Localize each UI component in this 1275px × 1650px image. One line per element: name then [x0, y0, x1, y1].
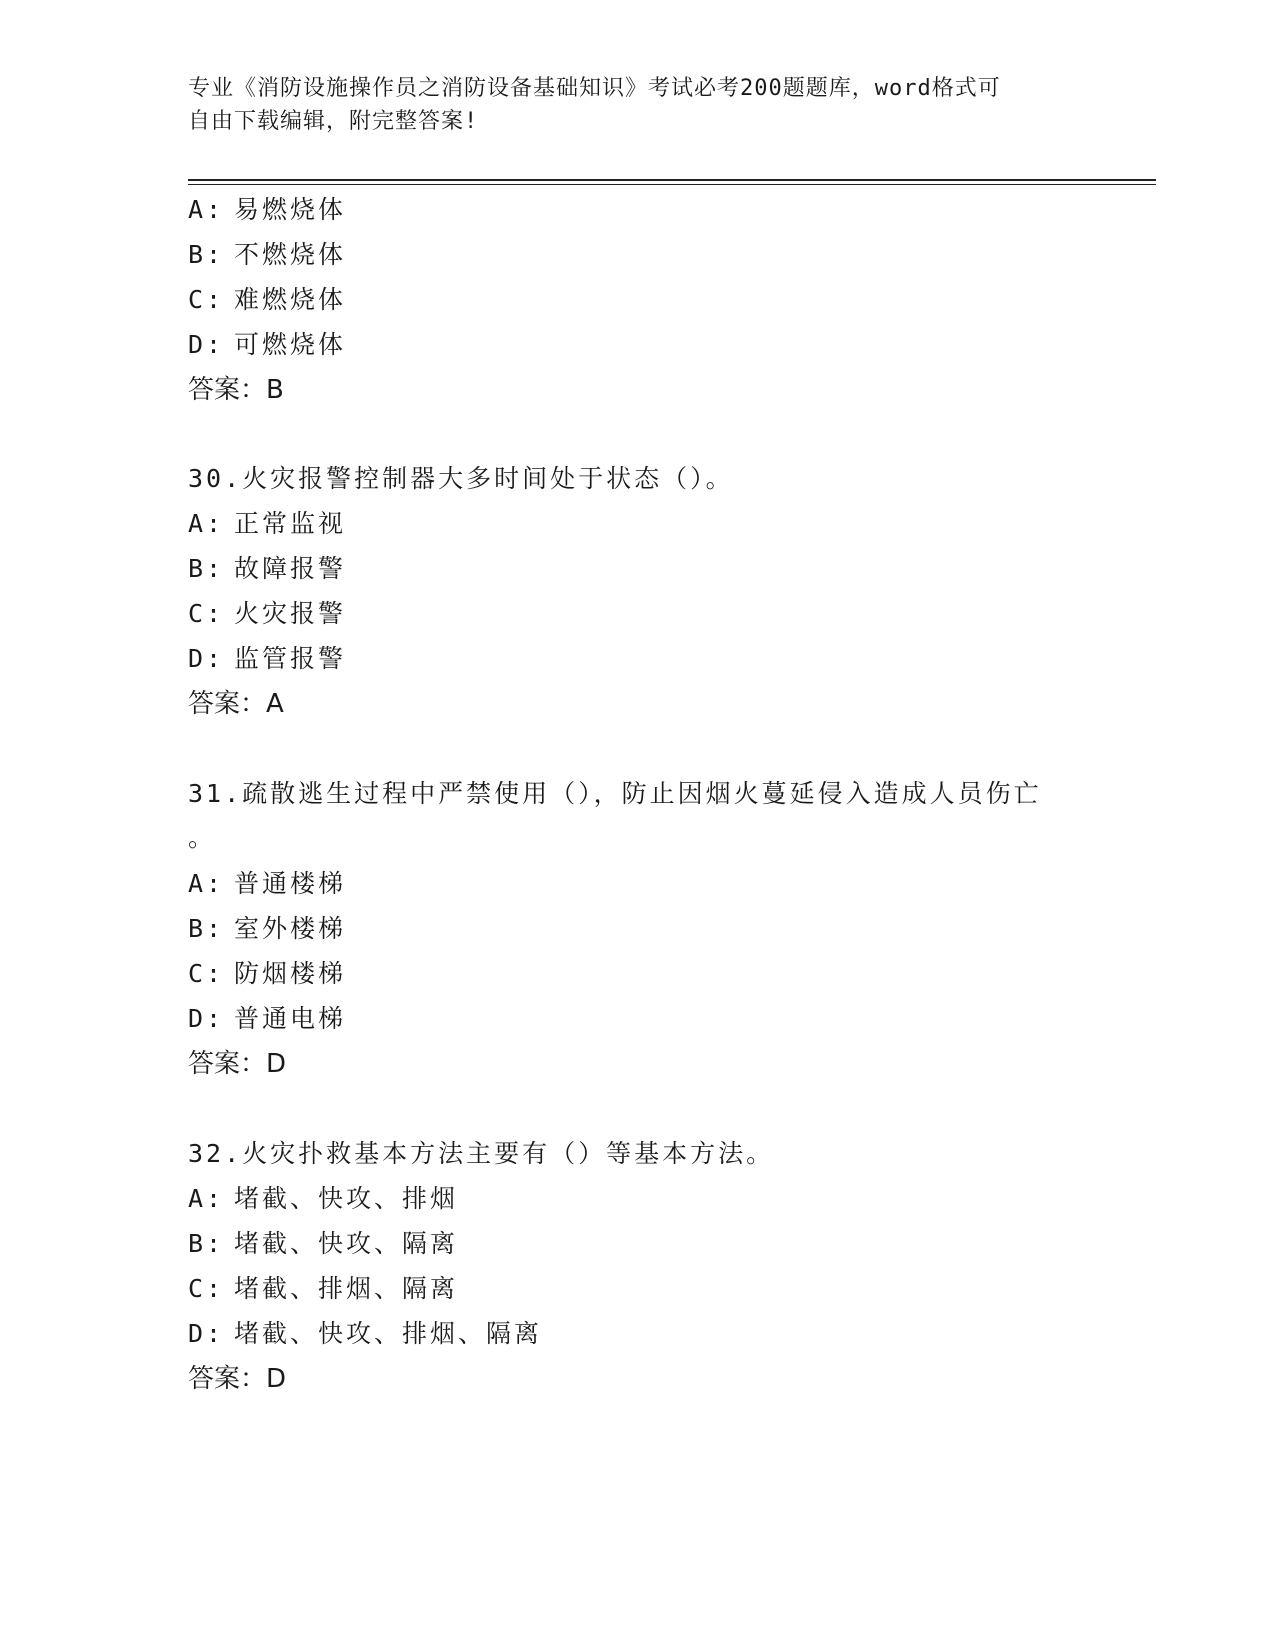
- option-text: 防烟楼梯: [234, 959, 347, 988]
- option-letter: B:: [188, 1229, 225, 1258]
- option-text: 易燃烧体: [234, 195, 347, 224]
- option-row: [188, 194, 346, 226]
- option-letter: A:: [188, 509, 225, 538]
- option-text: 火灾报警: [234, 599, 347, 628]
- option-row: [188, 284, 346, 316]
- answer-line: 答案：B: [188, 375, 284, 405]
- option-letter: C:: [188, 959, 225, 988]
- header-line-1: 专业《消防设施操作员之消防设备基础知识》考试必考200题题库，word格式可: [188, 76, 1001, 101]
- option-letter: D:: [188, 1004, 225, 1033]
- option-letter: A:: [188, 1184, 225, 1213]
- option-row: [188, 239, 346, 271]
- question-title: 32.火灾扑救基本方法主要有（）等基本方法。: [188, 1139, 775, 1168]
- header-rule-thick: [188, 179, 1156, 181]
- option-letter: A:: [188, 869, 225, 898]
- header-line-2: 自由下载编辑，附完整答案!: [188, 109, 479, 134]
- option-row: [188, 553, 346, 585]
- option-text: 堵截、排烟、隔离: [234, 1274, 459, 1303]
- option-row: [188, 598, 346, 630]
- option-text: 普通电梯: [234, 1004, 347, 1033]
- option-letter: C:: [188, 599, 225, 628]
- document-header: [188, 72, 1088, 138]
- option-letter: B:: [188, 240, 225, 269]
- header-rule-thin: [188, 184, 1156, 185]
- option-text: 故障报警: [234, 554, 347, 583]
- answer-line: 答案：D: [188, 1364, 287, 1394]
- option-text: 监管报警: [234, 644, 347, 673]
- option-letter: D:: [188, 1319, 225, 1348]
- option-row: [188, 1273, 458, 1305]
- option-text: 堵截、快攻、隔离: [234, 1229, 459, 1258]
- question-title-continuation: 。: [188, 823, 217, 852]
- question-title: 30.火灾报警控制器大多时间处于状态（）。: [188, 464, 734, 493]
- option-row: [188, 329, 346, 361]
- option-text: 普通楼梯: [234, 869, 347, 898]
- answer-line: 答案：D: [188, 1049, 287, 1079]
- option-text: 室外楼梯: [234, 914, 347, 943]
- option-row: [188, 868, 346, 900]
- option-letter: B:: [188, 914, 225, 943]
- option-letter: C:: [188, 1274, 225, 1303]
- option-text: 正常监视: [234, 509, 347, 538]
- option-text: 堵截、快攻、排烟: [234, 1184, 459, 1213]
- option-text: 不燃烧体: [234, 240, 347, 269]
- option-row: [188, 1183, 458, 1215]
- option-row: [188, 958, 346, 990]
- answer-line: 答案：A: [188, 689, 284, 719]
- option-row: [188, 643, 346, 675]
- option-row: [188, 508, 346, 540]
- option-letter: D:: [188, 330, 225, 359]
- option-row: [188, 1228, 458, 1260]
- option-text: 难燃烧体: [234, 285, 347, 314]
- question-title: 31.疏散逃生过程中严禁使用（），防止因烟火蔓延侵入造成人员伤亡: [188, 779, 1042, 808]
- option-row: [188, 1318, 542, 1350]
- option-letter: A:: [188, 195, 225, 224]
- option-row: [188, 1003, 346, 1035]
- option-letter: D:: [188, 644, 225, 673]
- option-text: 可燃烧体: [234, 330, 347, 359]
- option-letter: C:: [188, 285, 225, 314]
- option-text: 堵截、快攻、排烟、隔离: [234, 1319, 543, 1348]
- option-letter: B:: [188, 554, 225, 583]
- option-row: [188, 913, 346, 945]
